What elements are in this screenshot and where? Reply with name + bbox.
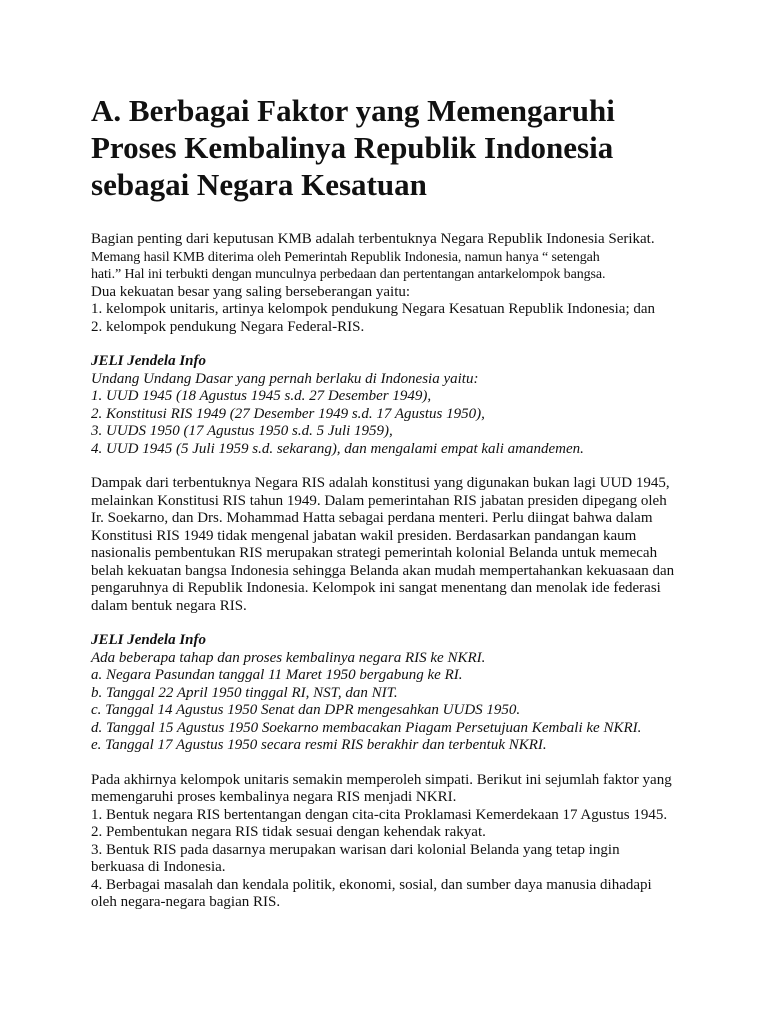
paragraph-line: berkuasa di Indonesia.	[91, 859, 226, 875]
paragraph-line: 3. Bentuk RIS pada dasarnya merupakan warisan dari kolonial Belanda yang tetap ingin	[91, 841, 620, 858]
info-line: a. Negara Pasundan tanggal 11 Maret 1950 bergabung ke RI.	[91, 667, 463, 683]
info-box-title: JELI Jendela Info	[91, 632, 207, 648]
intro-line: Dua kekuatan besar yang saling berseberangan yaitu:	[91, 283, 411, 300]
paragraph-line: dalam bentuk negara RIS.	[91, 597, 247, 614]
paragraph-line: nasionalis pembentukan RIS merupakan strategi pemerintah kolonial Belanda untuk memecah	[91, 545, 658, 561]
info-box-stages	[91, 632, 691, 755]
paragraph-line: pengaruhnya di Republik Indonesia. Kelompok ini sangat menentang dan menolak ide federasi	[91, 580, 661, 596]
paragraph-line: Ir. Soekarno, dan Drs. Mohammad Hatta sebagai perdana menteri. Perlu diingat bahwa dalam	[91, 510, 653, 526]
intro-line: Bagian penting dari keputusan KMB adalah terbentuknya Negara Republik Indonesia Serikat.	[91, 231, 655, 247]
paragraph-line: oleh negara-negara bagian RIS.	[91, 894, 281, 910]
info-line: b. Tanggal 22 April 1950 tinggal RI, NST, dan NIT.	[91, 684, 398, 701]
info-line: 1. UUD 1945 (18 Agustus 1945 s.d. 27 Desember 1949),	[91, 388, 432, 404]
paragraph-line: Konstitusi RIS 1949 tidak mengenal jabatan wakil presiden. Berdasarkan pandangan kaum	[91, 527, 637, 544]
intro-paragraph	[91, 231, 691, 336]
info-line: Undang Undang Dasar yang pernah berlaku di Indonesia yaitu:	[91, 370, 479, 387]
paragraph-line: 4. Berbagai masalah dan kendala politik, ekonomi, sosial, dan sumber daya manusia dihadapi	[91, 876, 652, 893]
info-line: 3. UUDS 1950 (17 Agustus 1950 s.d. 5 Juli 1959),	[91, 423, 393, 439]
info-box-title: JELI Jendela Info	[91, 353, 207, 369]
intro-line: Memang hasil KMB diterima oleh Pemerintah Republik Indonesia, namun hanya “ setengah	[91, 249, 600, 265]
paragraph-line: memengaruhi proses kembalinya negara RIS menjadi NKRI.	[91, 789, 457, 805]
factors-paragraph	[91, 772, 691, 912]
intro-line: 2. kelompok pendukung Negara Federal-RIS.	[91, 318, 365, 335]
info-box-constitutions	[91, 353, 691, 458]
paragraph-line: belah kekuatan bangsa Indonesia sehingga Belanda akan mudah mempertahankan kekuasaan dan	[91, 562, 675, 579]
paragraph-line: 1. Bentuk negara RIS bertentangan dengan cita-cita Proklamasi Kemerdekaan 17 Agustus 1945.	[91, 806, 668, 823]
paragraph-line: Dampak dari terbentuknya Negara RIS adalah konstitusi yang digunakan bukan lagi UUD 1945,	[91, 475, 670, 491]
ris-impact-paragraph	[91, 475, 691, 615]
intro-line: 1. kelompok unitaris, artinya kelompok pendukung Negara Kesatuan Republik Indonesia; dan	[91, 301, 656, 317]
info-line: 4. UUD 1945 (5 Juli 1959 s.d. sekarang), dan mengalami empat kali amandemen.	[91, 440, 584, 457]
document-page	[91, 92, 691, 929]
paragraph-line: Pada akhirnya kelompok unitaris semakin memperoleh simpati. Berikut ini sejumlah faktor yang	[91, 771, 672, 788]
info-line: c. Tanggal 14 Agustus 1950 Senat dan DPR mengesahkan UUDS 1950.	[91, 702, 521, 718]
info-line: e. Tanggal 17 Agustus 1950 secara resmi RIS berakhir dan terbentuk NKRI.	[91, 737, 547, 753]
info-line: Ada beberapa tahap dan proses kembalinya negara RIS ke NKRI.	[91, 649, 486, 666]
info-line: d. Tanggal 15 Agustus 1950 Soekarno membacakan Piagam Persetujuan Kembali ke NKRI.	[91, 719, 642, 736]
info-line: 2. Konstitusi RIS 1949 (27 Desember 1949 s.d. 17 Agustus 1950),	[91, 405, 485, 422]
paragraph-line: 2. Pembentukan negara RIS tidak sesuai dengan kehendak rakyat.	[91, 824, 486, 840]
intro-line: hati.” Hal ini terbukti dengan munculnya perbedaan dan pertentangan antarkelompok bangsa.	[91, 267, 606, 282]
paragraph-line: melainkan Konstitusi RIS tahun 1949. Dalam pemerintahan RIS jabatan presiden dipegang oleh	[91, 492, 667, 509]
page-title: A. Berbagai Faktor yang Memengaruhi Proses Kembalinya Republik Indonesia sebagai Negara Kesatuan	[91, 93, 615, 202]
